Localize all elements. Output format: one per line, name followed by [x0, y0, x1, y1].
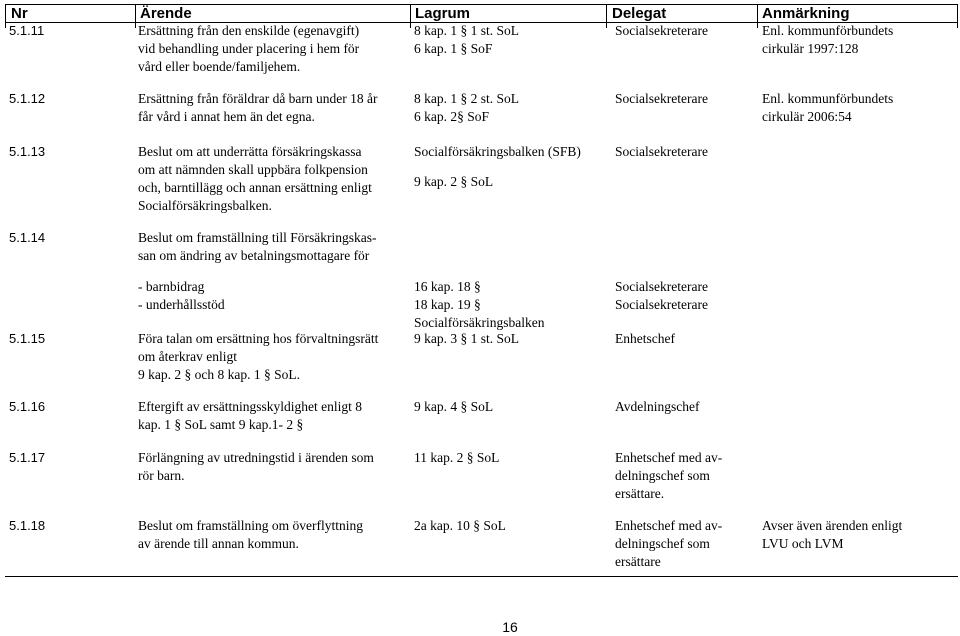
row-delegat [615, 330, 675, 348]
row-arende [138, 22, 359, 76]
lagrum-line: 2a kap. 10 § SoL [414, 518, 506, 533]
lagrum-line: 9 kap. 2 § SoL [414, 174, 494, 189]
arende-line: Beslut om framställning om överflyttning [138, 518, 363, 533]
row-lagrum [414, 278, 544, 332]
arende-line: får vård i annat hem än det egna. [138, 109, 315, 124]
delegat-line: Enhetschef med av- [615, 450, 723, 465]
arende-line: vård eller boende/familjehem. [138, 59, 301, 74]
header-col-border [757, 4, 758, 28]
row-arende [138, 229, 376, 265]
row-anmarkning [762, 22, 893, 58]
row-nr: 5.1.11 [9, 23, 45, 38]
row-lagrum [414, 517, 506, 535]
lagrum-line [414, 161, 581, 173]
row-lagrum [414, 330, 519, 348]
row-delegat [615, 449, 722, 503]
lagrum-line: Socialförsäkringsbalken (SFB) [414, 144, 581, 159]
row-delegat [615, 90, 708, 108]
arende-line: Eftergift av ersättningsskyldighet enligt 8 [138, 399, 362, 414]
arende-line: san om ändring av betalningsmottagare för [138, 248, 370, 263]
delegat-line: Enhetschef med av- [615, 518, 723, 533]
delegat-line: delningschef som [615, 468, 710, 483]
lagrum-line: 16 kap. 18 § [414, 279, 481, 294]
delegat-line: Socialsekreterare [615, 297, 708, 312]
row-nr: 5.1.17 [9, 450, 46, 465]
delegat-line: Socialsekreterare [615, 279, 708, 294]
delegat-line: Socialsekreterare [615, 91, 708, 106]
arende-line: Ersättning från den enskilde (egenavgift) [138, 23, 360, 38]
row-lagrum [414, 143, 581, 191]
row-nr: 5.1.16 [9, 399, 46, 414]
row-nr: 5.1.12 [9, 91, 46, 106]
header-col-border [957, 4, 958, 28]
row-arende [138, 278, 225, 314]
lagrum-line: Socialförsäkringsbalken [414, 315, 545, 330]
row-anmarkning [762, 90, 893, 126]
row-delegat [615, 398, 699, 416]
lagrum-line: 6 kap. 2§ SoF [414, 109, 490, 124]
row-delegat [615, 22, 708, 40]
delegat-line: Enhetschef [615, 331, 675, 346]
row-nr: 5.1.13 [9, 144, 46, 159]
anmarkning-line: Enl. kommunförbundets [762, 23, 894, 38]
row-delegat [615, 517, 722, 571]
header-arende: Ärende [140, 5, 192, 22]
header-col-border [135, 4, 136, 28]
arende-line: kap. 1 § SoL samt 9 kap.1- 2 § [138, 417, 304, 432]
arende-line: Föra talan om ersättning hos förvaltningsrätt [138, 331, 379, 346]
header-nr: Nr [11, 5, 28, 22]
page-number: 16 [502, 619, 518, 635]
arende-line: rör barn. [138, 468, 185, 483]
delegat-line: ersättare [615, 554, 661, 569]
lagrum-line: 8 kap. 1 § 2 st. SoL [414, 91, 520, 106]
arende-line: Beslut om framställning till Försäkringskas- [138, 230, 377, 245]
lagrum-line: 11 kap. 2 § SoL [414, 450, 500, 465]
arende-line: Förlängning av utredningstid i ärenden som [138, 450, 374, 465]
row-nr: 5.1.14 [9, 230, 46, 245]
anmarkning-line: LVU och LVM [762, 536, 844, 551]
table-bottom-border [5, 576, 958, 577]
anmarkning-line: cirkulär 1997:128 [762, 41, 859, 56]
row-lagrum [414, 398, 493, 416]
lagrum-line: 18 kap. 19 § [414, 297, 481, 312]
header-lagrum: Lagrum [415, 5, 471, 22]
header-col-border [410, 4, 411, 28]
arende-line: om att nämnden skall uppbära folkpension [138, 162, 368, 177]
header-delegat: Delegat [612, 5, 667, 22]
arende-line: 9 kap. 2 § och 8 kap. 1 § SoL. [138, 367, 300, 382]
row-arende [138, 143, 372, 215]
delegat-line: Socialsekreterare [615, 144, 708, 159]
arende-line: - underhållsstöd [138, 297, 225, 312]
arende-line: om återkrav enligt [138, 349, 237, 364]
lagrum-line: 9 kap. 4 § SoL [414, 399, 494, 414]
arende-line: av ärende till annan kommun. [138, 536, 299, 551]
anmarkning-line: cirkulär 2006:54 [762, 109, 852, 124]
row-delegat [615, 278, 708, 314]
row-arende [138, 90, 378, 126]
row-arende [138, 449, 374, 485]
row-delegat [615, 143, 708, 161]
delegat-line: ersättare. [615, 486, 665, 501]
arende-line: Beslut om att underrätta försäkringskassa [138, 144, 362, 159]
header-col-border [606, 4, 607, 28]
arende-line: - barnbidrag [138, 279, 205, 294]
row-anmarkning [762, 517, 902, 553]
anmarkning-line: Avser även ärenden enligt [762, 518, 903, 533]
row-arende [138, 398, 362, 434]
header-anmarkning: Anmärkning [762, 5, 850, 22]
row-lagrum [414, 90, 519, 126]
anmarkning-line: Enl. kommunförbundets [762, 91, 894, 106]
row-nr: 5.1.15 [9, 331, 46, 346]
row-lagrum [414, 449, 499, 467]
row-nr: 5.1.18 [9, 518, 46, 533]
arende-line: Ersättning från föräldrar då barn under 18 år [138, 91, 378, 106]
delegat-line: delningschef som [615, 536, 710, 551]
delegat-line: Socialsekreterare [615, 23, 708, 38]
header-col-border [5, 4, 6, 28]
row-arende [138, 330, 378, 384]
lagrum-line: 8 kap. 1 § 1 st. SoL [414, 23, 520, 38]
delegat-line: Avdelningschef [615, 399, 700, 414]
row-lagrum [414, 22, 519, 58]
arende-line: och, barntillägg och annan ersättning enligt [138, 180, 372, 195]
row-arende [138, 517, 363, 553]
arende-line: Socialförsäkringsbalken. [138, 198, 272, 213]
lagrum-line: 9 kap. 3 § 1 st. SoL [414, 331, 520, 346]
lagrum-line: 6 kap. 1 § SoF [414, 41, 493, 56]
arende-line: vid behandling under placering i hem för [138, 41, 360, 56]
